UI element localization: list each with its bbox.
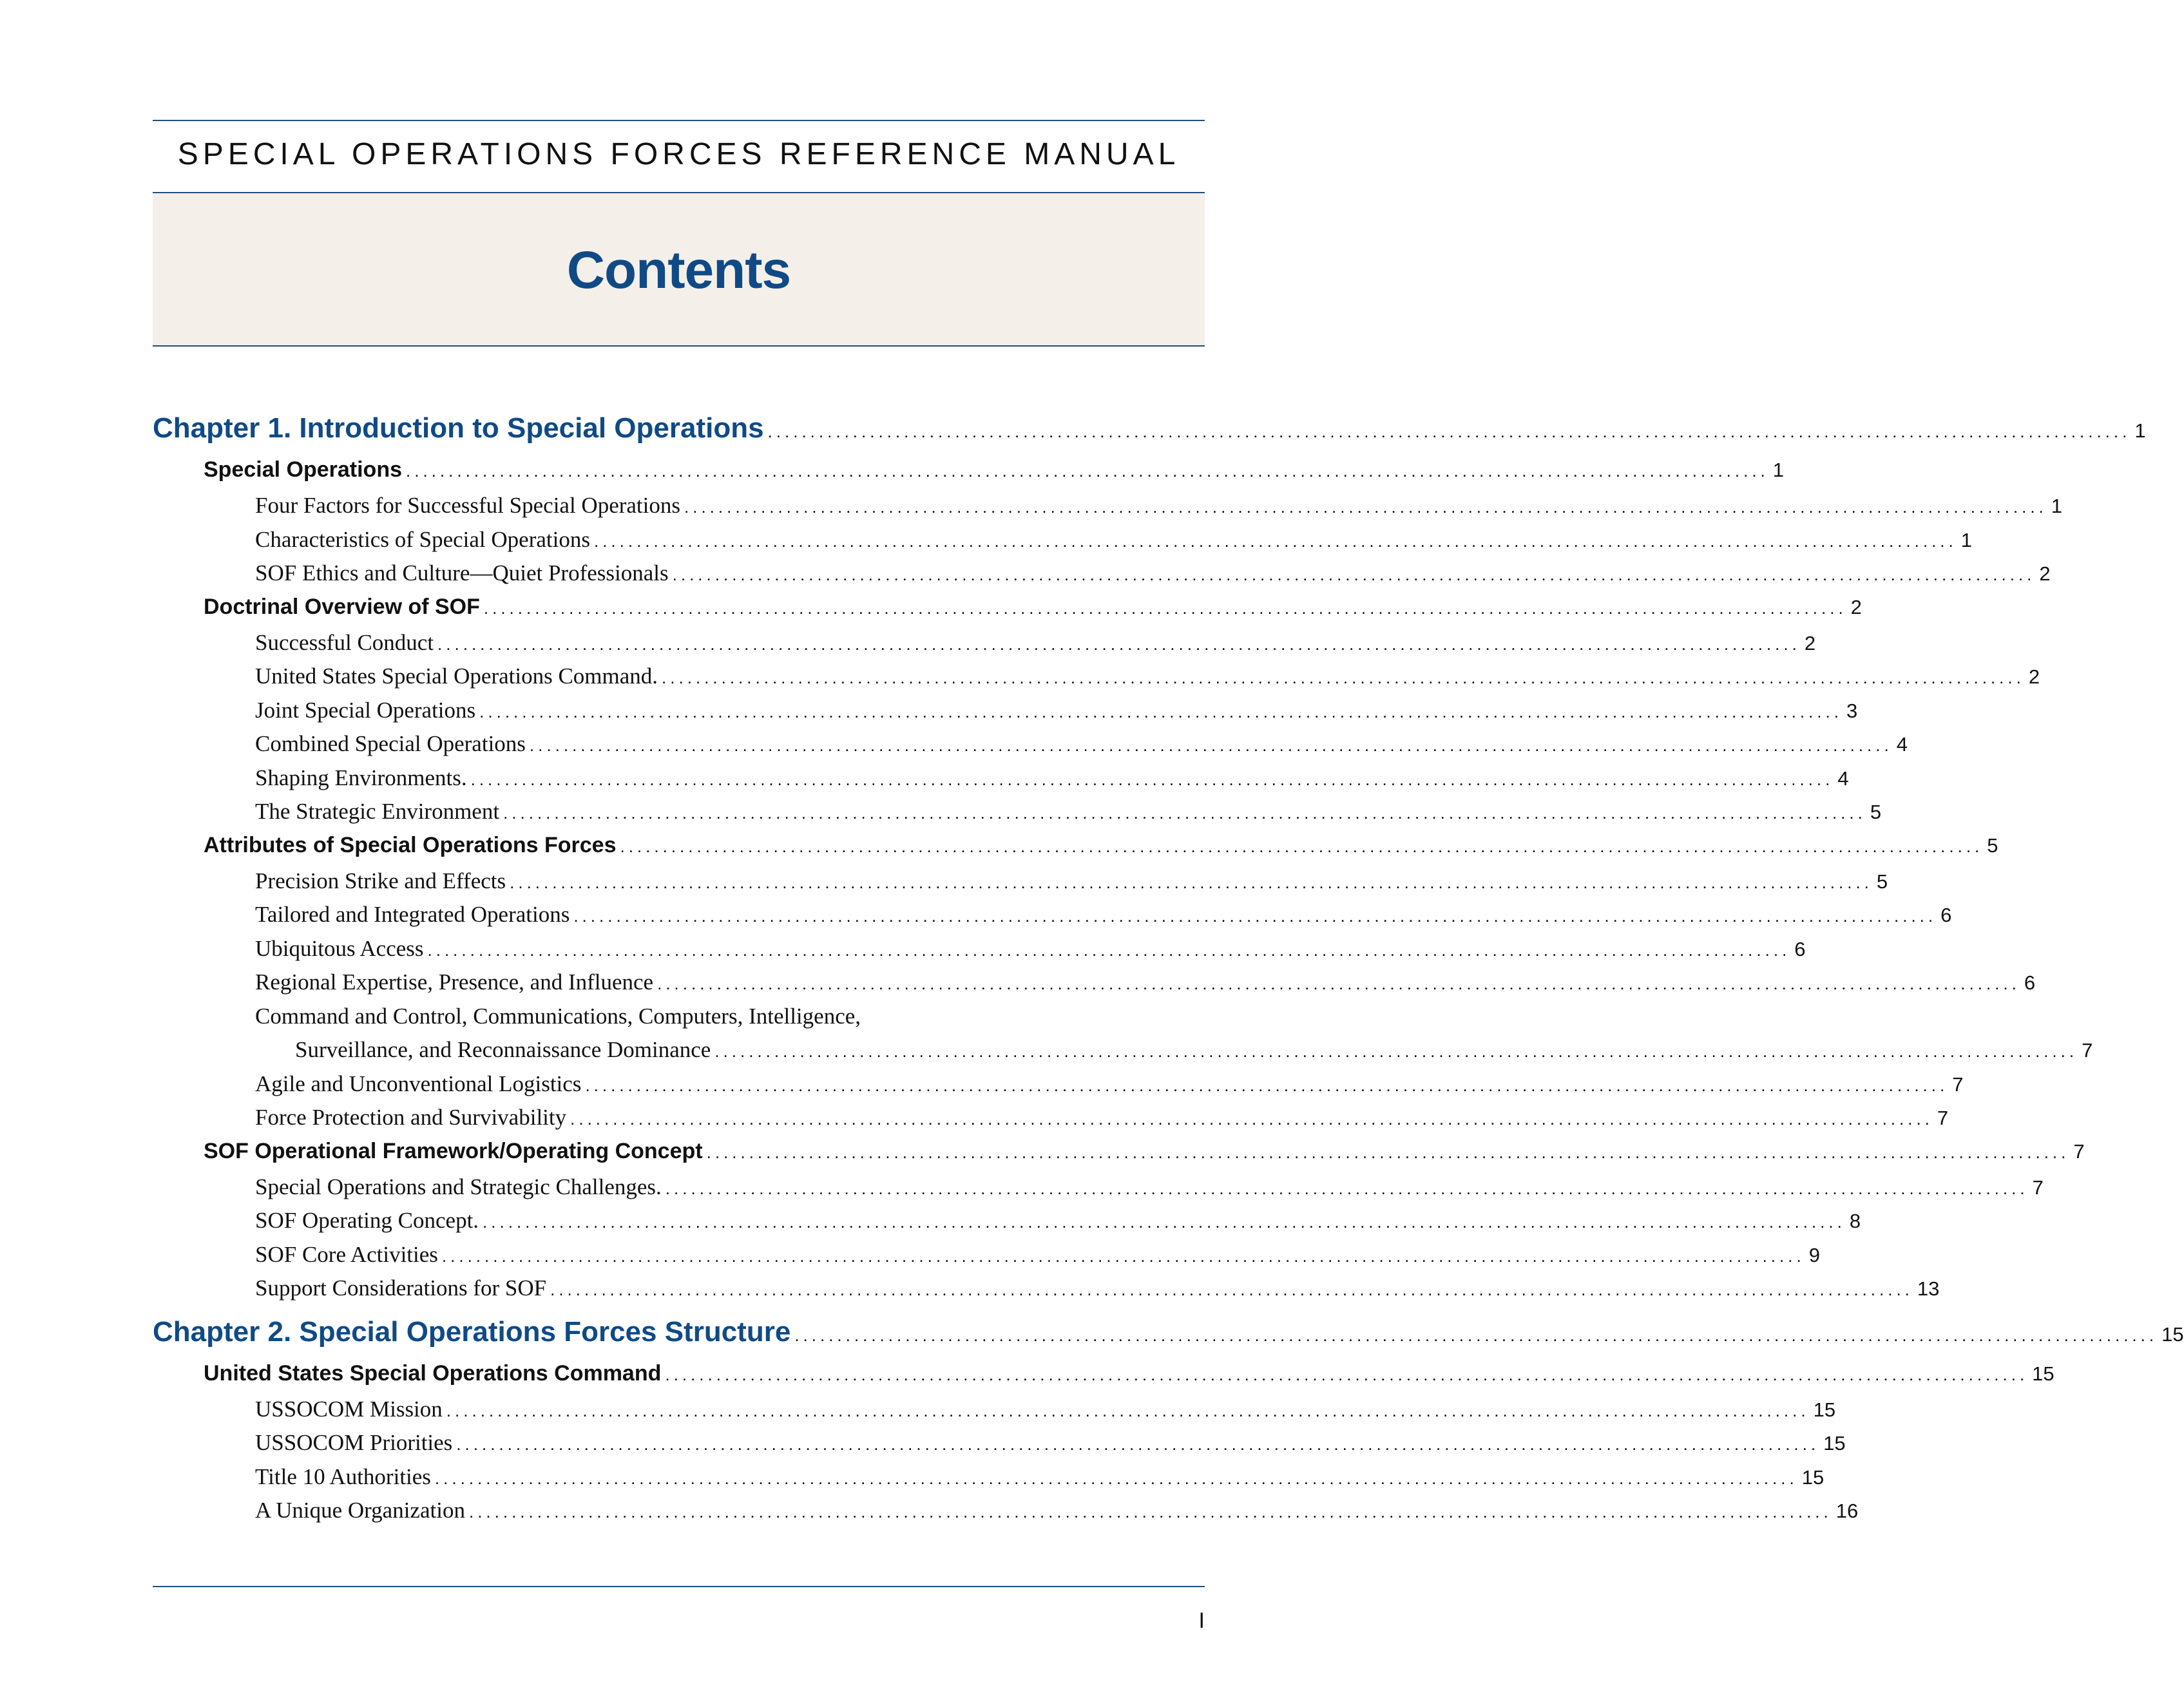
toc-page-number: 5 [1870,801,1882,823]
toc-section-title: Attributes of Special Operations Forces [204,832,617,857]
toc-item[interactable] [153,1105,1949,1139]
dot-leader: ................................................................................................................................................................ [427,940,1791,960]
toc-item-title: Ubiquitous Access [255,935,424,961]
dot-leader: ................................................................................................................................................................ [470,769,1834,789]
toc-item[interactable] [153,1241,1820,1276]
toc-page-number: 2 [1850,595,1862,618]
toc-item-title: Four Factors for Successful Special Operations [255,493,680,518]
dot-leader: ................................................................................................................................................................ [406,461,1769,481]
toc-page-number: 7 [1952,1073,1964,1096]
dot-leader: ................................................................................................................................................................ [479,701,1843,721]
dot-leader: ................................................................................................................................................................ [620,836,1984,856]
toc-page-number: 2 [1804,631,1816,654]
toc-section[interactable] [153,457,1785,493]
toc-item[interactable] [153,697,1858,732]
dot-leader: ................................................................................................................................................................ [456,1435,1820,1454]
dot-leader: ................................................................................................................................................................ [503,803,1866,823]
toc-item-title: Characteristics of Special Operations [255,526,590,552]
toc-item[interactable] [153,731,1908,765]
toc-item-title: Successful Conduct [255,629,434,655]
toc-item[interactable] [153,1275,1940,1310]
dot-leader: ................................................................................................................................................................ [441,1246,1805,1266]
toc-page-number: 15 [2032,1362,2055,1385]
dot-leader: ................................................................................................................................................................ [529,736,1893,755]
toc-page-number: 1 [2134,419,2146,442]
toc-item-title: Force Protection and Survivability [255,1105,567,1130]
toc-item-title: Tailored and Integrated Operations [255,902,570,927]
toc-item[interactable] [153,935,1806,970]
dot-leader: ................................................................................................................................................................ [767,422,2131,441]
toc-section-title: Doctrinal Overview of SOF [204,594,480,619]
dot-leader: ................................................................................................................................................................ [468,1502,1832,1521]
toc-item-title: SOF Ethics and Culture—Quiet Professionals [255,560,669,586]
toc-page-number: 7 [2032,1176,2044,1199]
dot-leader: ................................................................................................................................................................ [550,1280,1913,1299]
toc-page-number: 7 [2073,1140,2085,1163]
toc-page-number: 4 [1837,767,1849,790]
toc-item-title: Combined Special Operations [255,731,526,756]
toc-item[interactable] [153,1430,1846,1464]
dot-leader: ................................................................................................................................................................ [657,974,2020,993]
dot-leader: ................................................................................................................................................................ [706,1142,2070,1162]
dot-leader: ................................................................................................................................................................ [446,1400,1810,1420]
toc-section[interactable] [153,832,1998,868]
toc-item[interactable] [153,868,1888,902]
toc-item[interactable] [153,1208,1861,1242]
dot-leader: ................................................................................................................................................................ [665,1364,2029,1384]
toc-page-number: 15 [1813,1398,1836,1421]
toc-section-title: Special Operations [204,457,402,482]
toc-item[interactable] [153,1464,1825,1498]
toc-item-title: Surveillance, and Reconnaissance Dominance [295,1037,711,1062]
toc-item[interactable] [153,969,2036,1004]
toc-section[interactable] [153,1360,2055,1397]
toc-item[interactable] [153,1498,1859,1532]
toc-page-number: 15 [1801,1465,1825,1489]
toc-item[interactable] [153,902,1952,936]
toc-page-number: 2 [2028,665,2040,688]
toc-chapter[interactable] [153,1315,2184,1361]
toc-item[interactable] [153,765,1849,799]
toc-page-number: 4 [1896,733,1908,756]
toc-page-number: 1 [1772,459,1785,481]
dot-leader: ................................................................................................................................................................ [714,1042,2078,1061]
dot-leader: ................................................................................................................................................................ [585,1075,1949,1095]
toc-page-number: 15 [1823,1432,1846,1454]
toc-item-title: Support Considerations for SOF [255,1275,547,1301]
dot-leader: ................................................................................................................................................................ [510,872,1873,892]
toc-item[interactable] [153,663,2040,698]
toc-item[interactable] [153,526,1972,561]
toc-item-title: SOF Core Activities [255,1241,438,1267]
toc-page-number: 15 [2161,1322,2184,1346]
table-of-contents [153,412,2184,1532]
toc-item-title: USSOCOM Priorities [255,1430,453,1455]
dot-leader: ................................................................................................................................................................ [665,1178,2029,1198]
toc-item[interactable] [153,1174,2044,1208]
dot-leader: ................................................................................................................................................................ [570,1109,1933,1129]
footer-rule [153,1586,1205,1587]
toc-page-number: 1 [1960,528,1972,551]
page-title: Contents [566,241,791,300]
dot-leader: ................................................................................................................................................................ [434,1468,1798,1488]
toc-section-title: United States Special Operations Command [204,1360,662,1386]
toc-section-title: SOF Operational Framework/Operating Concept [204,1138,703,1163]
title-band [153,192,1205,347]
toc-page-number: 6 [1794,937,1806,960]
toc-page-number: 6 [2024,971,2036,994]
toc-page-number: 9 [1808,1243,1820,1266]
dot-leader: ................................................................................................................................................................ [593,531,1957,551]
toc-item-title: Agile and Unconventional Logistics [255,1071,582,1096]
toc-item-title: Regional Expertise, Presence, and Influence [255,969,654,995]
toc-item-title: Shaping Environments. [255,765,467,790]
toc-page-number: 16 [1835,1500,1859,1522]
page-folio: I [1198,1608,1205,1633]
toc-item[interactable] [153,1396,1836,1431]
toc-item[interactable] [153,1071,1964,1105]
toc-item-title: Command and Control, Communications, Computers, Intelligence, [255,1003,861,1029]
toc-item[interactable] [153,560,2051,595]
toc-item-title: Special Operations and Strategic Challenges. [255,1174,662,1199]
toc-page-number: 1 [2051,495,2063,517]
dot-leader: ................................................................................................................................................................ [483,1212,1846,1232]
toc-item[interactable] [153,629,1816,664]
dot-leader: ................................................................................................................................................................ [662,668,2025,687]
toc-page-number: 8 [1849,1210,1861,1232]
toc-page-number: 13 [1917,1277,1940,1300]
toc-item-title: USSOCOM Mission [255,1396,443,1422]
running-head: SPECIAL OPERATIONS FORCES REFERENCE MANUAL [177,137,1180,171]
toc-page-number: 6 [1940,904,1952,926]
toc-chapter-title: Chapter 1. Introduction to Special Operations [153,412,764,444]
dot-leader: ................................................................................................................................................................ [794,1325,2158,1345]
toc-item-continuation[interactable] [153,1037,2093,1071]
toc-item-title: Precision Strike and Effects [255,868,506,893]
toc-page-number: 5 [1876,870,1888,893]
toc-page-number: 5 [1987,834,1998,857]
toc-item-title: A Unique Organization [255,1498,465,1523]
dot-leader: ................................................................................................................................................................ [684,497,2047,517]
toc-item-title: The Strategic Environment [255,799,500,824]
toc-item-title: Joint Special Operations [255,697,476,723]
dot-leader: ................................................................................................................................................................ [437,634,1801,654]
toc-page-number: 2 [2039,562,2051,585]
toc-item[interactable] [153,493,2063,527]
toc-section[interactable] [153,594,1862,630]
toc-page-number: 3 [1846,699,1858,722]
toc-item[interactable] [153,1004,1205,1038]
toc-chapter-title: Chapter 2. Special Operations Forces Structure [153,1315,791,1348]
dot-leader: ................................................................................................................................................................ [483,598,1847,618]
toc-item[interactable] [153,799,1882,833]
header-rule [153,120,1205,121]
toc-chapter[interactable] [153,412,2146,457]
dot-leader: ................................................................................................................................................................ [573,906,1937,926]
toc-item-title: Title 10 Authorities [255,1464,431,1489]
toc-item-title: United States Special Operations Command. [255,663,658,689]
dot-leader: ................................................................................................................................................................ [672,565,2036,584]
toc-page-number: 7 [2082,1039,2093,1062]
toc-section[interactable] [153,1138,2085,1174]
toc-page-number: 7 [1937,1107,1949,1129]
toc-item-title: SOF Operating Concept. [255,1208,479,1233]
